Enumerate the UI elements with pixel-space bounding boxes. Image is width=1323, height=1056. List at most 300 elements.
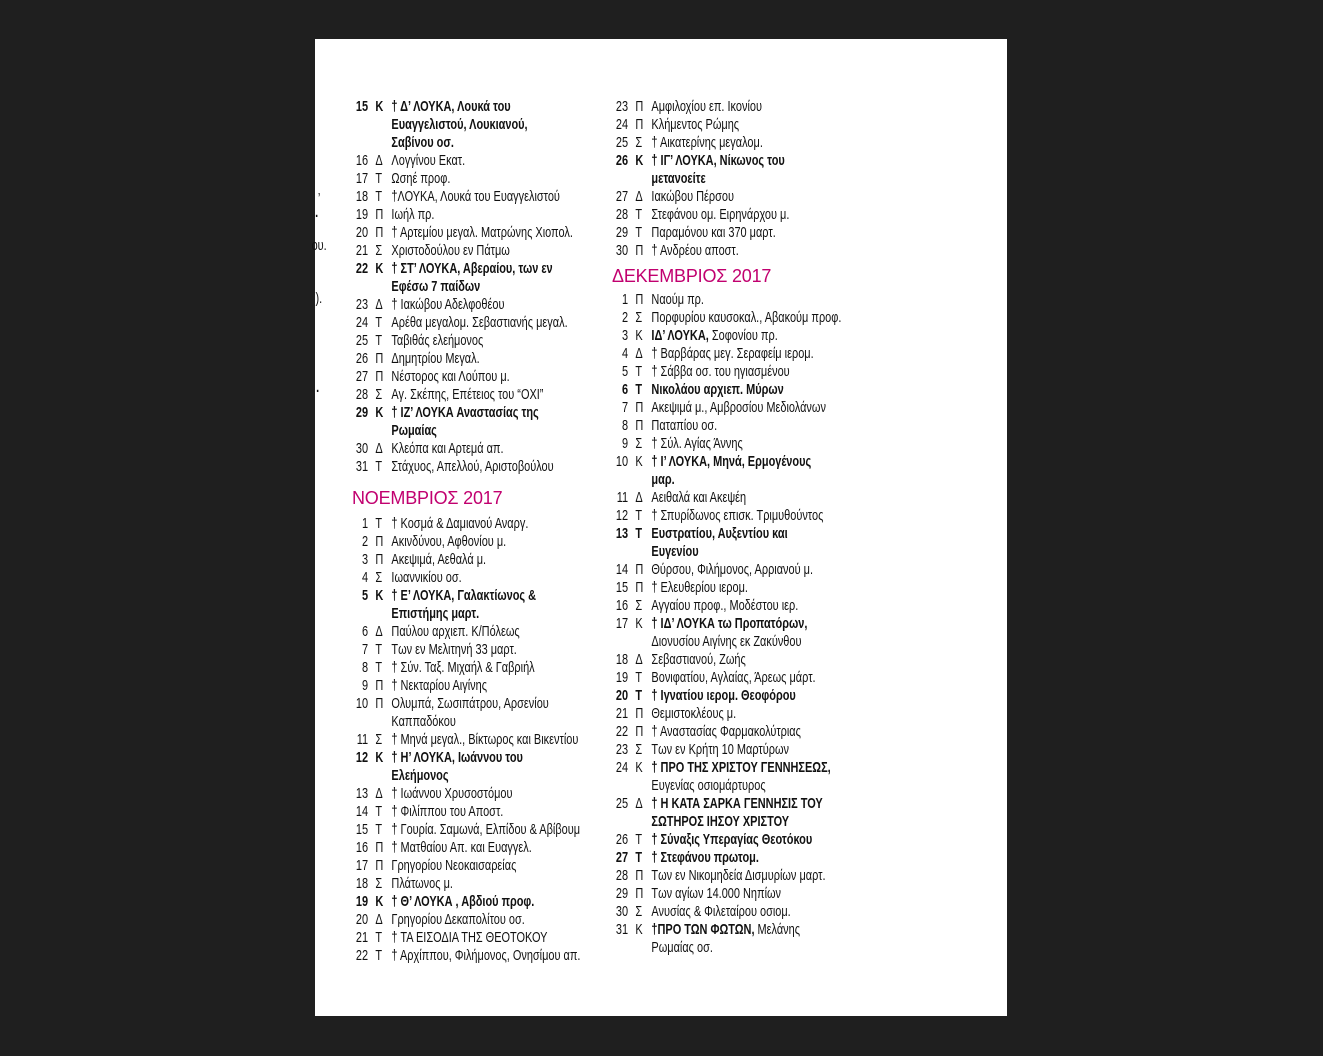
weekday-letter: Π (375, 551, 384, 568)
day-number: 10 (615, 453, 629, 470)
entry-text (391, 731, 578, 749)
day-number: 12 (615, 507, 629, 524)
calendar-entry (612, 242, 860, 260)
calendar-entry (612, 687, 860, 705)
entry-regular-text: † Ανδρέου αποστ. (651, 242, 739, 259)
calendar-entry (612, 417, 860, 435)
entry-regular-text: Ιωαννικίου οσ. (391, 569, 462, 586)
entry-text (391, 785, 512, 803)
day-number: 15 (355, 821, 369, 838)
entry-text-line (391, 206, 434, 224)
day-number: 8 (361, 659, 369, 676)
entry-bold-text: † ΙΖ’ ΛΟΥΚΑ Αναστασίας της (391, 404, 539, 421)
entry-text-line (651, 224, 775, 242)
weekday-letter: Κ (635, 921, 643, 938)
calendar-entry (352, 98, 600, 152)
day-number: 23 (615, 741, 629, 758)
day-number: 13 (355, 785, 369, 802)
entry-text (651, 152, 784, 188)
calendar-entry (352, 296, 600, 314)
day-number: 28 (355, 386, 369, 403)
weekday-letter: Τ (635, 224, 643, 241)
entry-text-line (391, 569, 461, 587)
weekday-letter: Τ (375, 188, 383, 205)
calendar-entry (612, 489, 860, 507)
entry-text-line (391, 458, 553, 476)
entry-text (651, 381, 783, 399)
weekday-letter: Σ (635, 309, 643, 326)
day-number: 20 (355, 224, 369, 241)
weekday-letter: Π (375, 857, 384, 874)
calendar-entry (352, 188, 600, 206)
entry-text (391, 152, 465, 170)
weekday-letter: Π (375, 533, 384, 550)
entry-text-line (651, 939, 800, 957)
calendar-entry (612, 849, 860, 867)
entry-regular-text: † ΤΑ ΕΙΣΟΔΙΑ ΤΗΣ ΘΕΟΤΟΚΟΥ (391, 929, 548, 946)
weekday-letter: Π (635, 885, 644, 902)
entry-regular-text: Παταπίου οσ. (651, 417, 718, 434)
entry-text (391, 875, 453, 893)
entry-regular-text: Ρωμαίας οσ. (651, 939, 713, 956)
weekday-letter: Κ (635, 615, 643, 632)
calendar-entry (612, 116, 860, 134)
calendar-entry (352, 731, 600, 749)
month-heading (612, 260, 860, 291)
entry-text-line (651, 242, 738, 260)
entry-text-line (651, 597, 798, 615)
weekday-letter: Σ (635, 597, 643, 614)
entry-text-line (391, 749, 522, 767)
entry-text-line (391, 422, 538, 440)
entry-text-line (651, 669, 815, 687)
day-number: 22 (615, 723, 629, 740)
entry-regular-text: † Φιλίππου του Αποστ. (391, 803, 504, 820)
entry-text-line (391, 695, 548, 713)
day-number: 2 (621, 309, 629, 326)
day-number: 22 (355, 947, 369, 964)
entry-text-line (391, 242, 509, 260)
weekday-letter: Π (635, 867, 644, 884)
previous-page-fragment: . (315, 379, 319, 396)
weekday-letter: Τ (375, 515, 383, 532)
entry-text (391, 440, 503, 458)
entry-text (651, 579, 748, 597)
entry-text-line (391, 587, 536, 605)
weekday-letter: Κ (375, 260, 384, 277)
weekday-letter: Κ (375, 893, 384, 910)
entry-text-line (651, 206, 789, 224)
entry-text (391, 188, 560, 206)
entry-regular-text: † Βαρβάρας μεγ. Σεραφείμ ιερομ. (651, 345, 814, 362)
day-number: 21 (355, 242, 369, 259)
calendar-entry (612, 224, 860, 242)
calendar-entry (612, 669, 860, 687)
entry-text-line (391, 404, 538, 422)
weekday-letter: Δ (635, 489, 643, 506)
day-number: 26 (355, 350, 369, 367)
weekday-letter: Κ (375, 587, 384, 604)
calendar-entry (612, 831, 860, 849)
calendar-entry (352, 242, 600, 260)
weekday-letter: Δ (375, 440, 383, 457)
entry-text (651, 651, 745, 669)
entry-text-line (391, 821, 580, 839)
entry-regular-text: Των εν Μελιτηνή 33 μαρτ. (391, 641, 517, 658)
calendar-entry (612, 867, 860, 885)
day-number: 17 (615, 615, 629, 632)
month-heading-label: ΔΕΚΕΜΒΡΙΟΣ 2017 (612, 266, 772, 286)
previous-page-fragment: ου. (311, 237, 327, 254)
entry-text-line (651, 327, 777, 345)
calendar-entry (612, 345, 860, 363)
weekday-letter: Π (375, 677, 384, 694)
entry-text-line (651, 381, 783, 399)
entry-text (651, 224, 775, 242)
entry-text-line (651, 813, 822, 831)
weekday-letter: Τ (375, 821, 383, 838)
weekday-letter: Τ (635, 363, 643, 380)
entry-text (651, 669, 815, 687)
day-number: 9 (621, 435, 629, 452)
entry-regular-text: † Γουρία. Σαμωνά, Ελπίδου & Αβίβουμ (391, 821, 581, 838)
calendar-entry (352, 206, 600, 224)
entry-text-line (391, 713, 548, 731)
day-number: 27 (355, 368, 369, 385)
entry-text-line (651, 579, 748, 597)
entry-regular-text: Ιακώβου Πέρσου (651, 188, 734, 205)
day-number: 7 (621, 399, 629, 416)
entry-text-line (391, 929, 547, 947)
entry-text-line (391, 134, 527, 152)
weekday-letter: Τ (375, 332, 383, 349)
weekday-letter: Δ (375, 296, 383, 313)
calendar-entry (352, 332, 600, 350)
calendar-entry (352, 152, 600, 170)
entry-regular-text: † Ελευθερίου ιερομ. (651, 579, 748, 596)
entry-text-line (391, 332, 483, 350)
entry-text (651, 867, 825, 885)
day-number: 20 (615, 687, 629, 704)
day-number: 10 (355, 695, 369, 712)
entry-regular-text: Στάχυος, Απελλού, Αριστοβούλου (391, 458, 554, 475)
entry-text-line (391, 152, 465, 170)
entry-text (391, 533, 506, 551)
calendar-entry (352, 695, 600, 731)
entry-text-line (651, 417, 717, 435)
entry-regular-text: † Ματθαίου Απ. και Ευαγγελ. (391, 839, 532, 856)
entry-text (651, 134, 762, 152)
weekday-letter: Π (635, 561, 644, 578)
day-number: 11 (356, 731, 369, 748)
entry-text-line (391, 857, 516, 875)
entry-bold-text: Ευαγγελιστού, Λουκιανού, (391, 116, 528, 133)
entry-text (391, 857, 516, 875)
entry-bold-text: † Θ’ ΛΟΥΚΑ , Αβδιού προφ. (391, 893, 535, 910)
entry-bold-text: Εφέσω 7 παίδων (391, 278, 481, 295)
day-number: 4 (361, 569, 369, 586)
entry-bold-text: μαρ. (651, 471, 675, 488)
weekday-letter: Π (635, 723, 644, 740)
calendar-entry (352, 875, 600, 893)
entry-text (391, 206, 434, 224)
weekday-letter: Κ (635, 453, 643, 470)
entry-text (651, 116, 739, 134)
entry-text-line (391, 533, 506, 551)
calendar-entry (612, 795, 860, 831)
day-number: 19 (355, 206, 369, 223)
entry-regular-text: † Σύν. Ταξ. Μιχαήλ & Γαβριήλ (391, 659, 535, 676)
entry-text (651, 795, 822, 831)
entry-regular-text: Ακεψιμά, Αεθαλά μ. (391, 551, 487, 568)
entry-text (391, 677, 487, 695)
day-number: 11 (616, 489, 629, 506)
entry-text (651, 188, 734, 206)
entry-bold-text: † Η’ ΛΟΥΚΑ, Ιωάννου του (391, 749, 523, 766)
calendar-entry (612, 921, 860, 957)
weekday-letter: Σ (375, 875, 383, 892)
weekday-letter: Π (375, 839, 384, 856)
day-number: 23 (355, 296, 369, 313)
entry-text-line (651, 651, 745, 669)
day-number: 29 (355, 404, 369, 421)
entry-text-line (651, 903, 790, 921)
entry-text-line (651, 885, 781, 903)
weekday-letter: Δ (375, 911, 383, 928)
calendar-entry (612, 597, 860, 615)
entry-text (651, 597, 798, 615)
entry-text (391, 803, 503, 821)
entry-text (391, 929, 547, 947)
entry-bold-text: Ρωμαίας (391, 422, 437, 439)
entry-regular-text: † Σύλ. Αγίας Άννης (651, 435, 743, 452)
entry-bold-text: † Σύναξις Υπεραγίας Θεοτόκου (651, 831, 813, 848)
calendar-entry (352, 911, 600, 929)
entry-text-line (651, 831, 812, 849)
entry-text-line (391, 314, 567, 332)
weekday-letter: Σ (635, 741, 643, 758)
entry-text (391, 641, 516, 659)
day-number: 31 (615, 921, 629, 938)
weekday-letter: Τ (375, 314, 383, 331)
day-number: 22 (355, 260, 369, 277)
entry-regular-text: Σοφονίου πρ. (711, 327, 778, 344)
calendar-entry (352, 587, 600, 623)
entry-bold-text: † ΙΓ’ ΛΟΥΚΑ, Νίκωνος του (651, 152, 785, 169)
weekday-letter: Τ (635, 381, 643, 398)
entry-text-line (391, 947, 580, 965)
day-number: 16 (355, 152, 369, 169)
entry-regular-text: Χριστοδούλου εν Πάτμω (391, 242, 510, 259)
weekday-letter: Σ (375, 569, 383, 586)
entry-text (391, 695, 548, 731)
day-number: 15 (355, 98, 369, 115)
entry-regular-text: Παύλου αρχιεπ. Κ/Πόλεως (391, 623, 520, 640)
entry-regular-text: Ναούμ πρ. (651, 291, 704, 308)
entry-text-line (391, 731, 578, 749)
weekday-letter: Δ (375, 623, 383, 640)
entry-text (391, 623, 519, 641)
entry-text (651, 489, 746, 507)
weekday-letter: Π (375, 206, 384, 223)
entry-bold-text: † Η ΚΑΤΑ ΣΑΡΚΑ ΓΕΝΝΗΣΙΣ ΤΟΥ (651, 795, 823, 812)
calendar-entry (612, 525, 860, 561)
weekday-letter: Π (375, 224, 384, 241)
entry-text (651, 327, 777, 345)
entry-text (651, 687, 795, 705)
entry-text (651, 831, 812, 849)
weekday-letter: Σ (375, 242, 383, 259)
entry-text (391, 947, 580, 965)
entry-text (391, 242, 509, 260)
entry-text (651, 345, 813, 363)
entry-text (391, 893, 534, 911)
entry-text-line (391, 551, 486, 569)
entry-text (651, 98, 762, 116)
entry-text (651, 903, 790, 921)
calendar-entry (352, 440, 600, 458)
weekday-letter: Τ (635, 669, 643, 686)
calendar-entry (352, 350, 600, 368)
previous-page-fragment: . (314, 204, 318, 221)
day-number: 27 (615, 849, 629, 866)
calendar-entry (612, 615, 860, 651)
weekday-letter: Τ (375, 170, 383, 187)
calendar-column-left (352, 98, 600, 965)
entry-regular-text: † Αρτεμίου μεγαλ. Ματρώνης Χιοπολ. (391, 224, 573, 241)
entry-regular-text: Σεβαστιανού, Ζωής (651, 651, 746, 668)
day-number: 24 (355, 314, 369, 331)
day-number: 21 (615, 705, 629, 722)
entry-regular-text: Κλήμεντος Ρώμης (651, 116, 740, 133)
day-number: 26 (615, 152, 629, 169)
weekday-letter: Κ (635, 759, 643, 776)
day-number: 18 (355, 875, 369, 892)
day-number: 1 (361, 515, 369, 532)
entry-text-line (391, 260, 552, 278)
weekday-letter: Τ (375, 803, 383, 820)
day-number: 24 (615, 759, 629, 776)
entry-text-line (391, 350, 479, 368)
entry-bold-text: Επιστήμης μαρτ. (391, 605, 480, 622)
entry-regular-text: Μελάνης (757, 921, 801, 938)
entry-text (391, 368, 509, 386)
entry-regular-text: Κλεόπα και Αρτεμά απ. (391, 440, 504, 457)
entry-text-line (651, 687, 795, 705)
entry-text-line (391, 278, 552, 296)
weekday-letter: Π (635, 705, 644, 722)
weekday-letter: Π (375, 695, 384, 712)
weekday-letter: Π (375, 350, 384, 367)
calendar-entry (352, 170, 600, 188)
entry-text-line (391, 659, 534, 677)
entry-regular-text: † Νεκταρίου Αιγίνης (391, 677, 487, 694)
calendar-entry (612, 206, 860, 224)
calendar-entry (612, 651, 860, 669)
calendar-entry (612, 723, 860, 741)
weekday-letter: Τ (375, 458, 383, 475)
calendar-entry (612, 435, 860, 453)
entry-text (391, 224, 572, 242)
entry-text (651, 399, 826, 417)
entry-regular-text: Γρηγορίου Νεοκαισαρείας (391, 857, 517, 874)
calendar-entry (612, 579, 860, 597)
weekday-letter: Δ (375, 785, 383, 802)
entry-bold-text: Ευστρατίου, Αυξεντίου και (651, 525, 788, 542)
entry-text-line (391, 98, 527, 116)
day-number: 27 (615, 188, 629, 205)
entry-text-line (651, 867, 825, 885)
entry-regular-text: Παραμόνου και 370 μαρτ. (651, 224, 776, 241)
entry-bold-text: †ΠΡΟ ΤΩΝ ΦΩΤΩΝ, (651, 921, 755, 938)
entry-regular-text: † Ιακώβου Αδελφοθέου (391, 296, 505, 313)
calendar-entry (352, 551, 600, 569)
entry-text-line (391, 296, 504, 314)
weekday-letter: Σ (635, 435, 643, 452)
entry-regular-text: Ανυσίας & Φιλεταίρου οσιομ. (651, 903, 791, 920)
entry-text (391, 659, 534, 677)
entry-text (391, 911, 524, 929)
calendar-entry (612, 327, 860, 345)
weekday-letter: Π (635, 399, 644, 416)
entry-text-line (651, 152, 784, 170)
entry-regular-text: Δημητρίου Μεγαλ. (391, 350, 480, 367)
entry-text-line (391, 368, 509, 386)
entry-bold-text: † ΙΔ’ ΛΟΥΚΑ τω Προπατόρων, (651, 615, 808, 632)
entry-text (651, 435, 742, 453)
weekday-letter: Π (635, 98, 644, 115)
calendar-entry (352, 821, 600, 839)
entry-text-line (391, 116, 527, 134)
entry-text (391, 587, 536, 623)
entry-text-line (651, 453, 811, 471)
day-number: 15 (615, 579, 629, 596)
entry-regular-text: Βονιφατίου, Αγλαίας, Άρεως μάρτ. (651, 669, 816, 686)
calendar-entry (352, 404, 600, 440)
entry-text-line (391, 875, 453, 893)
entry-text (651, 615, 807, 651)
day-number: 30 (355, 440, 369, 457)
entry-regular-text: Καππαδόκου (391, 713, 456, 730)
entry-text (651, 849, 758, 867)
weekday-letter: Π (635, 116, 644, 133)
day-number: 12 (355, 749, 369, 766)
calendar-entry (352, 386, 600, 404)
day-number: 16 (615, 597, 629, 614)
weekday-letter: Τ (375, 659, 383, 676)
day-number: 21 (355, 929, 369, 946)
entry-text (651, 759, 830, 795)
calendar-entry (352, 569, 600, 587)
entry-text-line (391, 386, 543, 404)
day-number: 18 (615, 651, 629, 668)
entry-bold-text: Ελεήμονος (391, 767, 449, 784)
calendar-entry (352, 947, 600, 965)
entry-bold-text: † Στεφάνου πρωτομ. (651, 849, 759, 866)
entry-text-line (651, 723, 801, 741)
entry-regular-text: † Αρχίππου, Φιλήμονος, Ονησίμου απ. (391, 947, 581, 964)
calendar-entry (612, 507, 860, 525)
entry-bold-text: † Ιγνατίου ιερομ. Θεοφόρου (651, 687, 796, 704)
entry-regular-text: †ΛΟΥΚΑ, Λουκά του Ευαγγελιστού (391, 188, 560, 205)
calendar-entry (612, 399, 860, 417)
entry-text-line (651, 525, 787, 543)
day-number: 5 (361, 587, 369, 604)
weekday-letter: Κ (375, 749, 384, 766)
calendar-entry (612, 291, 860, 309)
month-heading-label: ΝΟΕΜΒΡΙΟΣ 2017 (352, 488, 503, 508)
day-number: 20 (355, 911, 369, 928)
